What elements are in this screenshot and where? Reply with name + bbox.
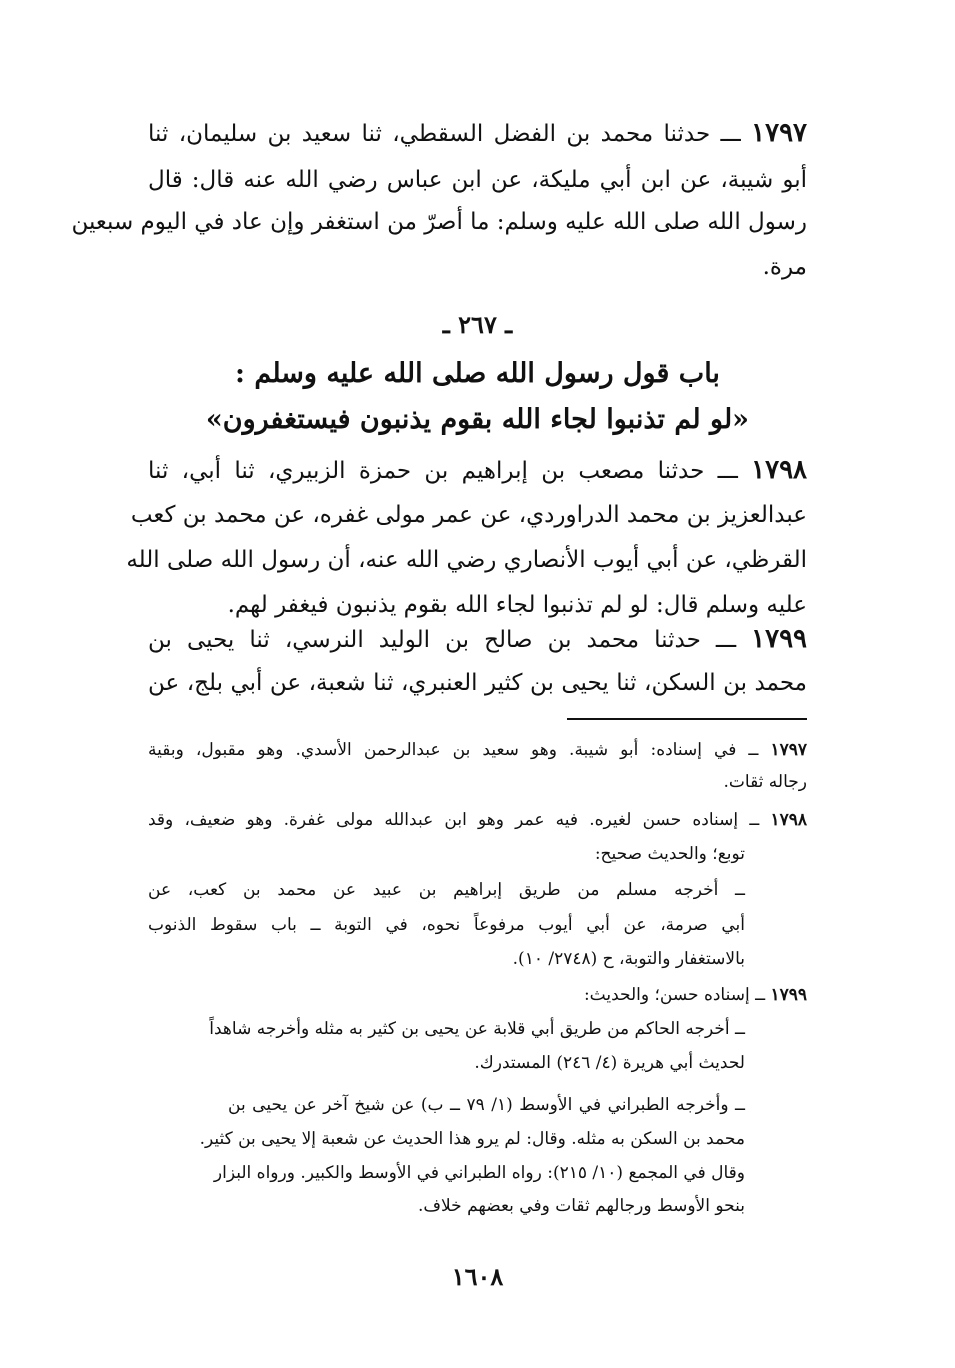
chapter-number: ـ ٢٦٧ ـ [442, 310, 513, 339]
hadith-number: ١٧٩٧ [751, 118, 807, 148]
footnote-1798-line-3: ــ أخرجه مسلم من طريق إبراهيم بن عبيد عن محمد بن كعب، عن [148, 880, 745, 900]
hadith-1799-line-1: ١٧٩٩ ـــ حدثنا محمد بن صالح بن الوليد النرسي، ثنا يحيى بن [148, 624, 808, 654]
footnote-divider [567, 718, 807, 720]
footnote-1797-line-1: ١٧٩٧ ــ في إسناده: أبو شيبة. وهو سعيد بن عبدالرحمن الأسدي. وهو مقبول، وبقية [148, 740, 807, 760]
footnote-1799-line-2: ــ أخرجه الحاكم من طريق أبي قلابة عن يحيى بن كثير به مثله وأخرجه شاهداً [209, 1019, 745, 1039]
footnote-1799-line-6: وقال في المجمع (١٠/ ٢١٥): رواه الطبراني في الأوسط والكبير. ورواه البزار [213, 1163, 745, 1183]
footnote-1797-line-2: رجاله ثقات. [723, 772, 807, 792]
footnote-number: ١٧٩٩ [770, 985, 807, 1005]
footnote-1799-line-4: ــ وأخرجه الطبراني في الأوسط (١/ ٧٩ ــ ب) عن شيخ آخر عن يحيى بن [228, 1095, 746, 1115]
hadith-1797-line-3: رسول الله صلى الله عليه وسلم: ما أصرّ من استغفر وإن عاد في اليوم سبعين [71, 209, 807, 235]
chapter-title-line-2: «لو لم تذنبوا لجاء الله بقوم يذنبون فيستغفرون» [205, 404, 750, 435]
hadith-1797-line-4: مرة. [762, 254, 807, 280]
hadith-1798-line-2: عبدالعزيز بن محمد الدراوردي، عن عمر مولى غفره، عن محمد بن كعب [130, 502, 807, 528]
footnote-number: ١٧٩٨ [770, 810, 807, 830]
footnote-1798-line-5: بالاستغفار والتوبة، ح (٢٧٤٨/ ١٠). [512, 949, 745, 969]
hadith-1798-line-1: ١٧٩٨ ـــ حدثنا مصعب بن إبراهيم بن حمزة الزبيري، ثنا أبي، ثنا [148, 455, 807, 485]
hadith-1798-line-4: عليه وسلم قال: لو لم تذنبوا لجاء الله بقوم يذنبون فيغفر لهم. [227, 592, 807, 618]
hadith-number: ١٧٩٨ [751, 455, 807, 485]
footnote-1798-line-1: ١٧٩٨ ــ إسناده حسن لغيره. فيه عمر وهو ابن عبدالله مولى غفرة. وهو ضعيف، وقد [148, 810, 807, 830]
footnote-1799-line-5: محمد بن السكن به مثله. وقال: لم يرو هذا الحديث عن شعبة إلا يحيى بن كثير. [199, 1129, 745, 1149]
footnote-1799-line-7: بنحو الأوسط ورجالهم ثقات وفي بعضهم خلاف. [417, 1196, 745, 1216]
page-number: ١٦٠٨ [451, 1262, 504, 1291]
hadith-1799-line-2: محمد بن السكن، ثنا يحيى بن كثير العنبري، ثنا شعبة، عن أبي بلج، عن [148, 670, 807, 696]
hadith-number: ١٧٩٩ [751, 624, 808, 654]
footnote-1798-line-2: توبع؛ والحديث صحيح: [594, 844, 745, 864]
footnote-number: ١٧٩٧ [770, 740, 807, 760]
chapter-title-line-1: باب قول رسول الله صلى الله عليه وسلم : [235, 358, 720, 389]
hadith-1797-line-1: ١٧٩٧ ـــ حدثنا محمد بن الفضل السقطي، ثنا سعيد بن سليمان، ثنا [148, 118, 807, 148]
footnote-1798-line-4: أبي صرمة، عن أبي أيوب مرفوعاً نحوه، في التوبة ــ باب سقوط الذنوب [148, 915, 745, 935]
footnote-1799-line-3: لحديث أبي هريرة (٤/ ٢٤٦) المستدرك. [474, 1053, 745, 1073]
hadith-1797-line-2: أبو شيبة، عن ابن أبي مليكة، عن ابن عباس رضي الله عنه قال: قال [148, 167, 807, 193]
footnote-1799-line-1: ١٧٩٩ ــ إسناده حسن؛ والحديث: [583, 985, 807, 1005]
hadith-1798-line-3: القرظي، عن أبي أيوب الأنصاري رضي الله عنه، أن رسول الله صلى الله [126, 547, 807, 573]
